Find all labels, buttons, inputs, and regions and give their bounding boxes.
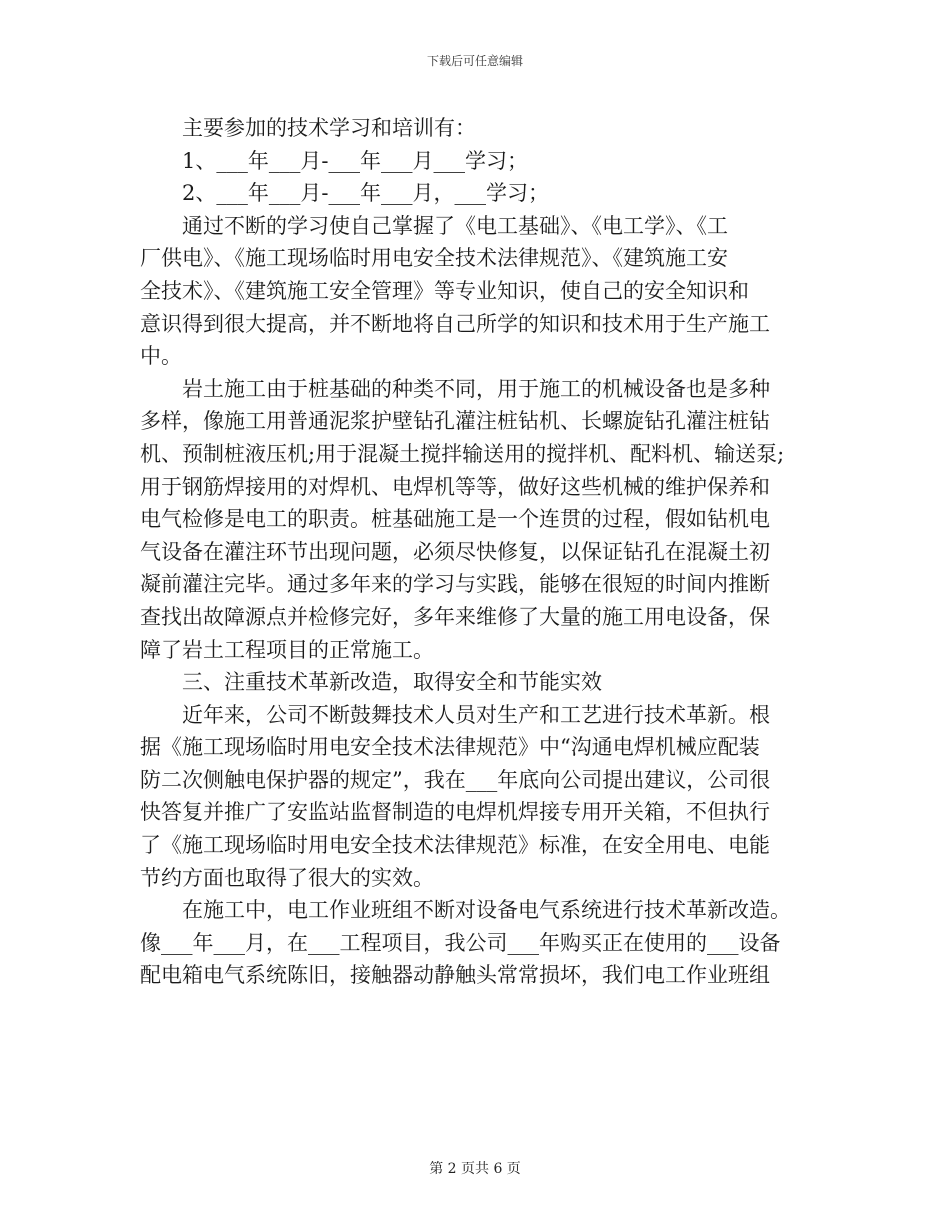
text-line: 三、注重技术革新改造，取得安全和节能实效 [140,670,602,695]
text-line: 凝前灌注完毕。通过多年来的学习与实践，能够在很短的时间内推断 [140,572,770,597]
text-line: 像___年___月，在___工程项目，我公司___年购买正在使用的___设备 [140,930,781,955]
page-header: 下载后可任意编辑 [426,54,523,68]
text-line: 气设备在灌注环节出现问题，必须尽快修复，以保证钻孔在混凝土初 [140,539,770,564]
text-line: 1、___年___月-___年___月___学习； [140,148,528,173]
text-line: 电气检修是电工的职责。桩基础施工是一个连贯的过程，假如钻机电 [140,507,770,532]
text-line: 机、预制桩液压机;用于混凝土搅拌输送用的搅拌机、配料机、输送泵; [140,441,785,466]
text-line: 意识得到很大提高，并不断地将自己所学的知识和技术用于生产施工 [140,311,770,336]
text-line: 用于钢筋焊接用的对焊机、电焊机等等，做好这些机械的维护保养和 [140,474,770,499]
text-line: 主要参加的技术学习和培训有： [140,116,476,140]
text-line: 防二次侧触电保护器的规定”，我在___年底向公司提出建议，公司很 [140,767,771,792]
text-line: 查找出故障源点并检修完好，多年来维修了大量的施工用电设备，保 [140,604,770,629]
text-line: 据《施工现场临时用电安全技术法律规范》中“沟通电焊机械应配装 [140,735,760,760]
text-line: 2、___年___月-___年___月，___学习； [140,181,549,206]
body-text [140,112,820,992]
text-line: 了《施工现场临时用电安全技术法律规范》标准，在安全用电、电能 [140,833,770,858]
text-line: 配电箱电气系统陈旧，接触器动静触头常常损坏，我们电工作业班组 [140,963,770,988]
text-line: 中。 [140,344,182,369]
text-line: 在施工中，电工作业班组不断对设备电气系统进行技术革新改造。 [140,898,791,923]
text-line: 通过不断的学习使自己掌握了《电工基础》、《电工学》、《工 [140,213,728,238]
text-line: 多样，像施工用普通泥浆护壁钻孔灌注桩钻机、长螺旋钻孔灌注桩钻 [140,409,770,434]
text-line: 全技术》、《建筑施工安全管理》等专业知识，使自己的安全知识和 [140,278,749,303]
text-line: 节约方面也取得了很大的实效。 [140,865,434,890]
text-line: 近年来，公司不断鼓舞技术人员对生产和工艺进行技术革新。根 [140,702,770,727]
text-line: 岩土施工由于桩基础的种类不同，用于施工的机械设备也是多种 [140,376,770,401]
text-line: 厂供电》、《施工现场临时用电安全技术法律规范》、《建筑施工安 [140,246,728,271]
text-line: 快答复并推广了安监站监督制造的电焊机焊接专用开关箱，不但执行 [140,800,770,825]
text-line: 障了岩土工程项目的正常施工。 [140,637,434,662]
page-footer: 第 2 页共 6 页 [429,1161,521,1177]
